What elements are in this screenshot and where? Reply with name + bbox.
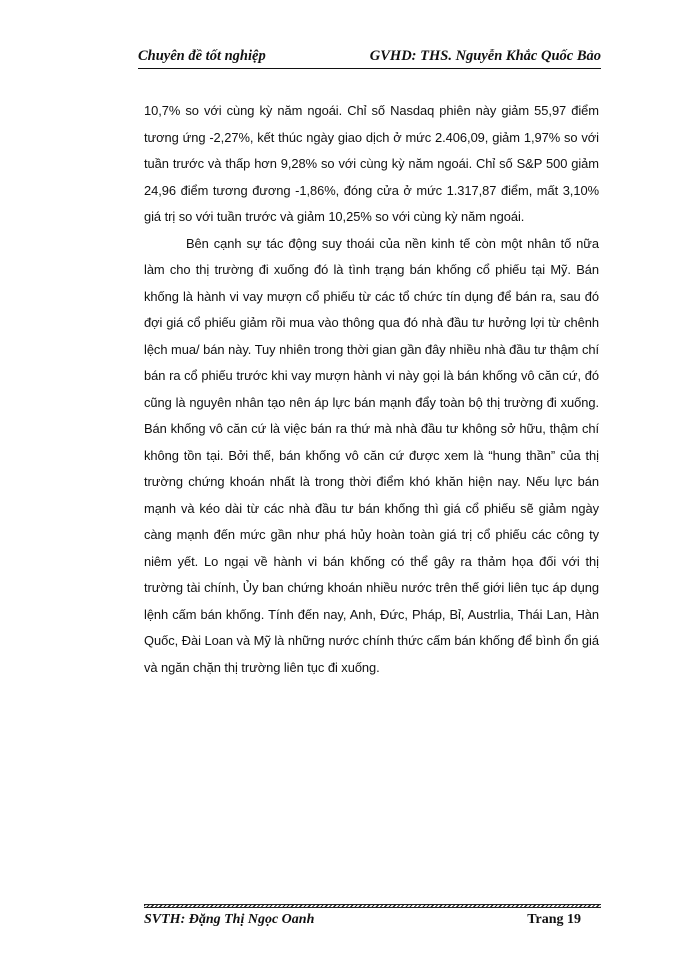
- header-rule: [138, 68, 601, 69]
- page-header: [138, 48, 601, 70]
- header-document-title: Chuyên đề tốt nghiệp: [138, 48, 266, 64]
- paragraph-2: Bên cạnh sự tác động suy thoái của nền kinh tế còn một nhân tố nữa làm cho thị trường đi xuống đó là tình trạng bán khống cổ phiếu tại Mỹ. Bán khống là hành vi vay mượn cổ phiếu từ các tổ chức tín dụng để bán ra, sau đó đợi giá cổ phiếu giảm rồi mua vào thông qua đó nhà đầu tư hưởng lợi từ chênh lệch mua/ bán này. Tuy nhiên trong thời gian gần đây nhiều nhà đầu tư thậm chí bán ra cổ phiếu trước khi vay mượn hành vi này gọi là bán khống vô căn cứ, đó cũng là nguyên nhân tạo nên áp lực bán mạnh đẩy toàn bộ thị trường đi xuống. Bán khống vô căn cứ là việc bán ra thứ mà nhà đầu tư không sở hữu, thậm chí không tồn tại. Bởi thế, bán khống vô căn cứ được xem là “hung thần” của thị trường chứng khoán nhất là trong thời điểm khó khăn hiện nay. Nếu lực bán mạnh và kéo dài từ các nhà đầu tư bán khống thì giá cổ phiếu sẽ giảm ngày càng mạnh đến mức gần như phá hủy hoàn toàn giá trị cổ phiếu các công ty niêm yết. Lo ngại về hành vi bán khống có thể gây ra thảm họa đối với thị trường tài chính, Ủy ban chứng khoán nhiều nước trên thế giới liên tục áp dụng lệnh cấm bán khống. Tính đến nay, Anh, Đức, Pháp, Bỉ, Austrlia, Thái Lan, Hàn Quốc, Đài Loan và Mỹ là những nước chính thức cấm bán khống để bình ổn giá và ngăn chặn thị trường liên tục đi xuống.: [144, 235, 599, 675]
- main-body: [144, 98, 599, 681]
- header-supervisor: GVHD: THS. Nguyễn Khắc Quốc Bảo: [369, 48, 601, 64]
- paragraph-1: 10,7% so với cùng kỳ năm ngoái. Chỉ số Nasdaq phiên này giảm 55,97 điểm tương ứng -2,27%, kết thúc ngày giao dịch ở mức 2.406,09, giảm 1,97% so với tuần trước và thấp hơn 9,28% so với cùng kỳ năm ngoái. Chỉ số S&P 500 giảm 24,96 điểm tương đương -1,86%, đóng cửa ở mức 1.317,87 điểm, mất 3,10% giá trị so với tuần trước và giảm 10,25% so với cùng kỳ năm ngoái.: [144, 103, 599, 224]
- footer-page-number: Trang 19: [527, 912, 581, 927]
- page-footer: [144, 912, 601, 934]
- footer-student-name: SVTH: Đặng Thị Ngọc Oanh: [144, 912, 315, 927]
- footer-rule: [144, 904, 601, 908]
